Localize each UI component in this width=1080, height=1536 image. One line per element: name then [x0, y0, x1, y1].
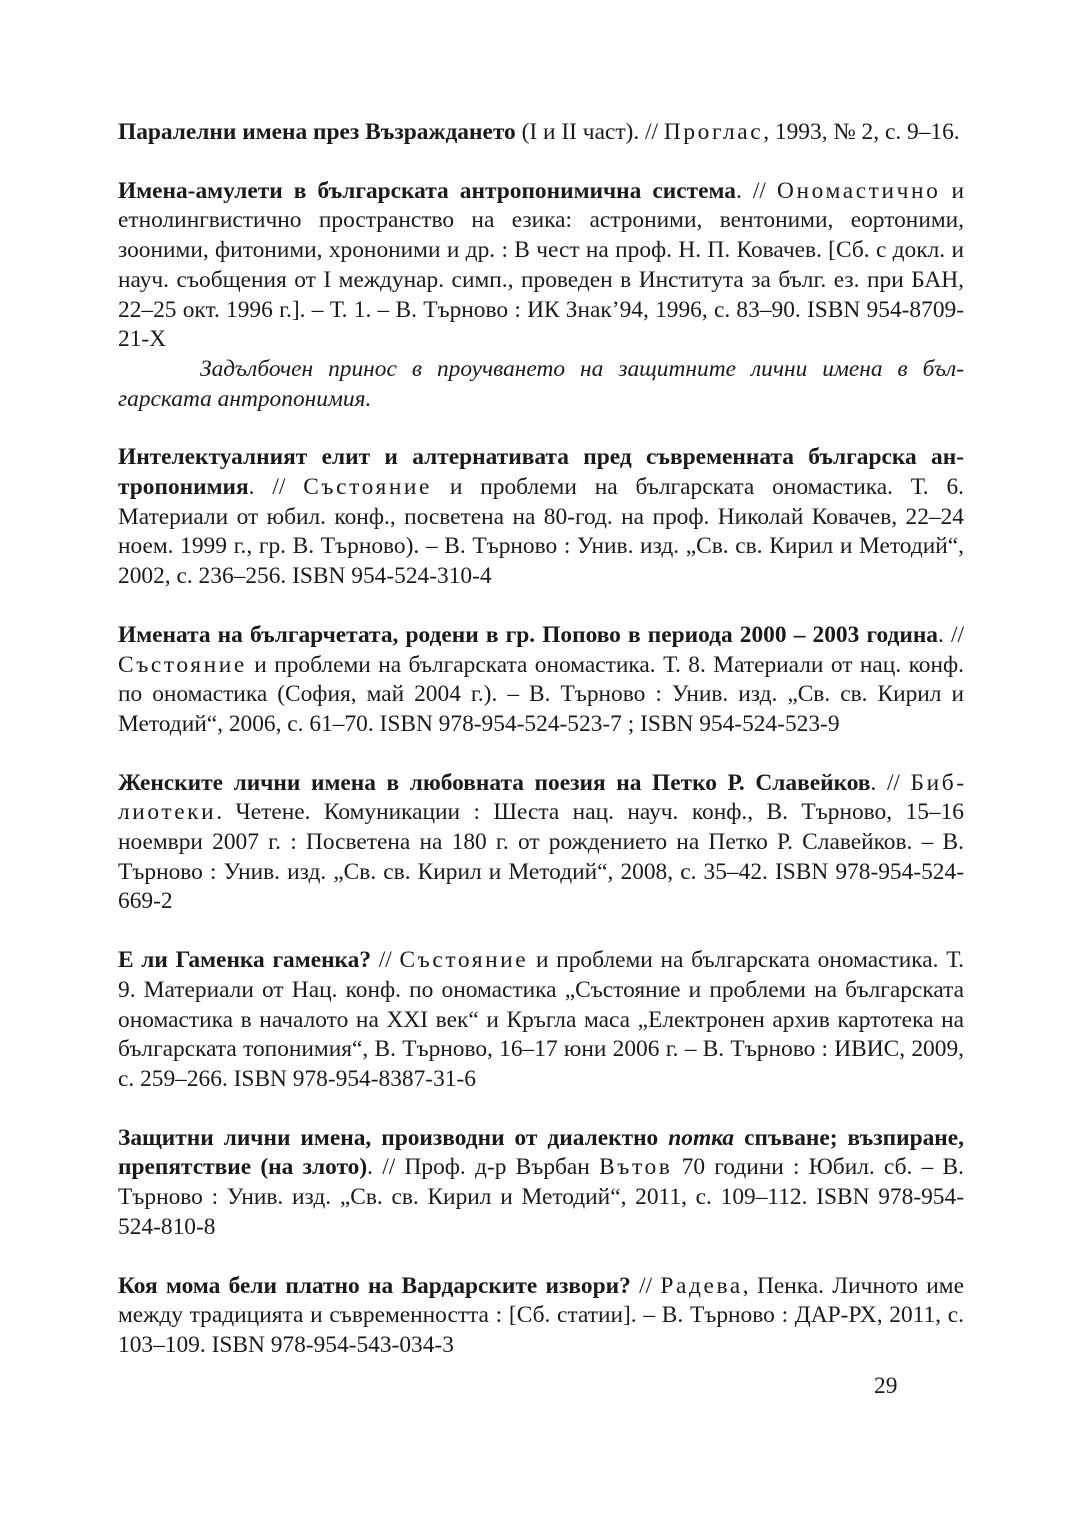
bibliography-entry-6 [118, 946, 964, 1095]
entry-source: Състояние [118, 651, 247, 678]
entry-separator: . // [870, 769, 911, 796]
entry-separator: . // Проф. д-р Върбан [367, 1154, 600, 1181]
entry-title: Е ли Гаменка гаменка? [118, 947, 372, 974]
entry-details: и проблеми на българската ономастика. Т. 6. Материали от юбил. конф., посветена на 80-год. на проф. Николай Ковачев, 22–24 ноем. 1999 г., гр. В. Търново). – В. Търново : Унив. изд. „Св. св. Кирил и Методий“, 2002, с. 236–256. ISBN 954-524-310-4 [118, 474, 964, 590]
entry-title: Интелектуалният елит и алтернативата пред съвременната българска антропонимия [118, 444, 964, 501]
entry-separator: . // [938, 621, 964, 648]
entry-separator: // [630, 1272, 661, 1299]
page-number: 29 [874, 1373, 898, 1399]
entry-source: Вътов [599, 1154, 673, 1181]
entry-title: Женските лични имена в любовната поезия на Петко Р. Славейков [118, 769, 871, 796]
entry-source: Състояние [399, 947, 529, 974]
entry-details: и проблеми на българската ономастика. Т. 9. Материали от Нац. конф. по ономастика „Състояние и проблеми на българската ономастика в началото на ХХІ век“ и Кръгла маса „Електронен архив картотека на българската топонимия“, В. Търново, 16–17 юни 2006 г. – В. Търново : ИВИС, 2009, с. 259–266. ISBN 978-954-8387-31-6 [118, 947, 964, 1092]
entry-source: Състояние [303, 474, 433, 501]
entry-separator: (І и ІІ част). // [515, 119, 664, 145]
entry-separator: // [371, 947, 400, 974]
bibliography-entry-4 [118, 621, 964, 740]
entry-details: 70 години : Юбил. сб. – В. Търново : Унив. изд. „Св. св. Кирил и Методий“, 2011, с. 109–112. ISBN 978-954-524-810-8 [118, 1154, 964, 1240]
entry-title-part-b: спъване; възпиране, препятствие (на злото) [118, 1124, 964, 1181]
bibliography-entry-3 [118, 443, 964, 592]
entry-title: Имена-амулети в българската антропонимична система [118, 177, 737, 204]
entry-title: Коя мома бели платно на Вардарските извори? [118, 1272, 631, 1299]
entry-separator: . // [736, 177, 778, 204]
bibliography-entry-8 [118, 1272, 964, 1361]
entry-title: Имената на българчетата, родени в гр. Попово в периода 2000 – 2003 година [118, 621, 939, 648]
entry-title: Паралелни имена през Възраждането [118, 119, 516, 145]
entry-source: Радева [660, 1272, 743, 1299]
bibliography-entry-7 [118, 1124, 964, 1243]
entry-title-part-a: Защитни лични имена, производни от диалектно [118, 1124, 669, 1151]
entry-details: . Четене. Комуникации : Шеста нац. науч. конф., В. Търново, 15–16 ноември 2007 г. : Посветена на 180 г. от рождението на Петко Р. Славейков. – В. Търново : Унив. изд. „Св. св. Кирил и Методий“, 2008, с. 35–42. ISBN 978-954-524-669-2 [118, 799, 964, 915]
entry-details: , 1993, № 2, с. 9–16. [763, 119, 960, 145]
bibliography-entry-1 [118, 118, 964, 148]
entry-source: Ономастично [777, 177, 941, 204]
bibliography-entry-5 [118, 769, 964, 918]
bibliography-entry-2 [118, 177, 964, 415]
entry-details: , Пенка. Личното име между традицията и съвременността : [Сб. статии]. – В. Търново : ДАР-РХ, 2011, с. 103–109. ISBN 978-954-543-034-3 [118, 1272, 964, 1358]
entry-annotation: Задълбочен принос в проучването на защитните лични имена в българската антропонимия. [118, 355, 964, 412]
entry-title-italic-term: потка [668, 1124, 735, 1151]
entry-source: Библиотеки [118, 769, 964, 826]
entry-details: и проблеми на българската ономастика. Т. 8. Материали от нац. конф. по ономастика (София, май 2004 г.). – В. Търново : Унив. изд. „Св. св. Кирил и Методий“, 2006, с. 61–70. ISBN 978-954-524-523-7 ; ISBN 954-524-523-9 [118, 651, 964, 737]
entry-source: Проглас [663, 119, 764, 145]
bibliography-page [118, 118, 964, 1390]
entry-separator: . // [248, 474, 304, 501]
entry-details: и етнолингвистично пространство на езика: астроними, вентоними, еортоними, зооними, фитоними, хрононими и др. : В чест на проф. Н. П. Ковачев. [Сб. с докл. и науч. съобщения от І междунар. симп., проведен в Института за бълг. ез. при БАН, 22–25 окт. 1996 г.]. – Т. 1. – В. Търново : ИК Знак’94, 1996, с. 83–90. ISBN 954-8709-21-X [118, 177, 964, 353]
